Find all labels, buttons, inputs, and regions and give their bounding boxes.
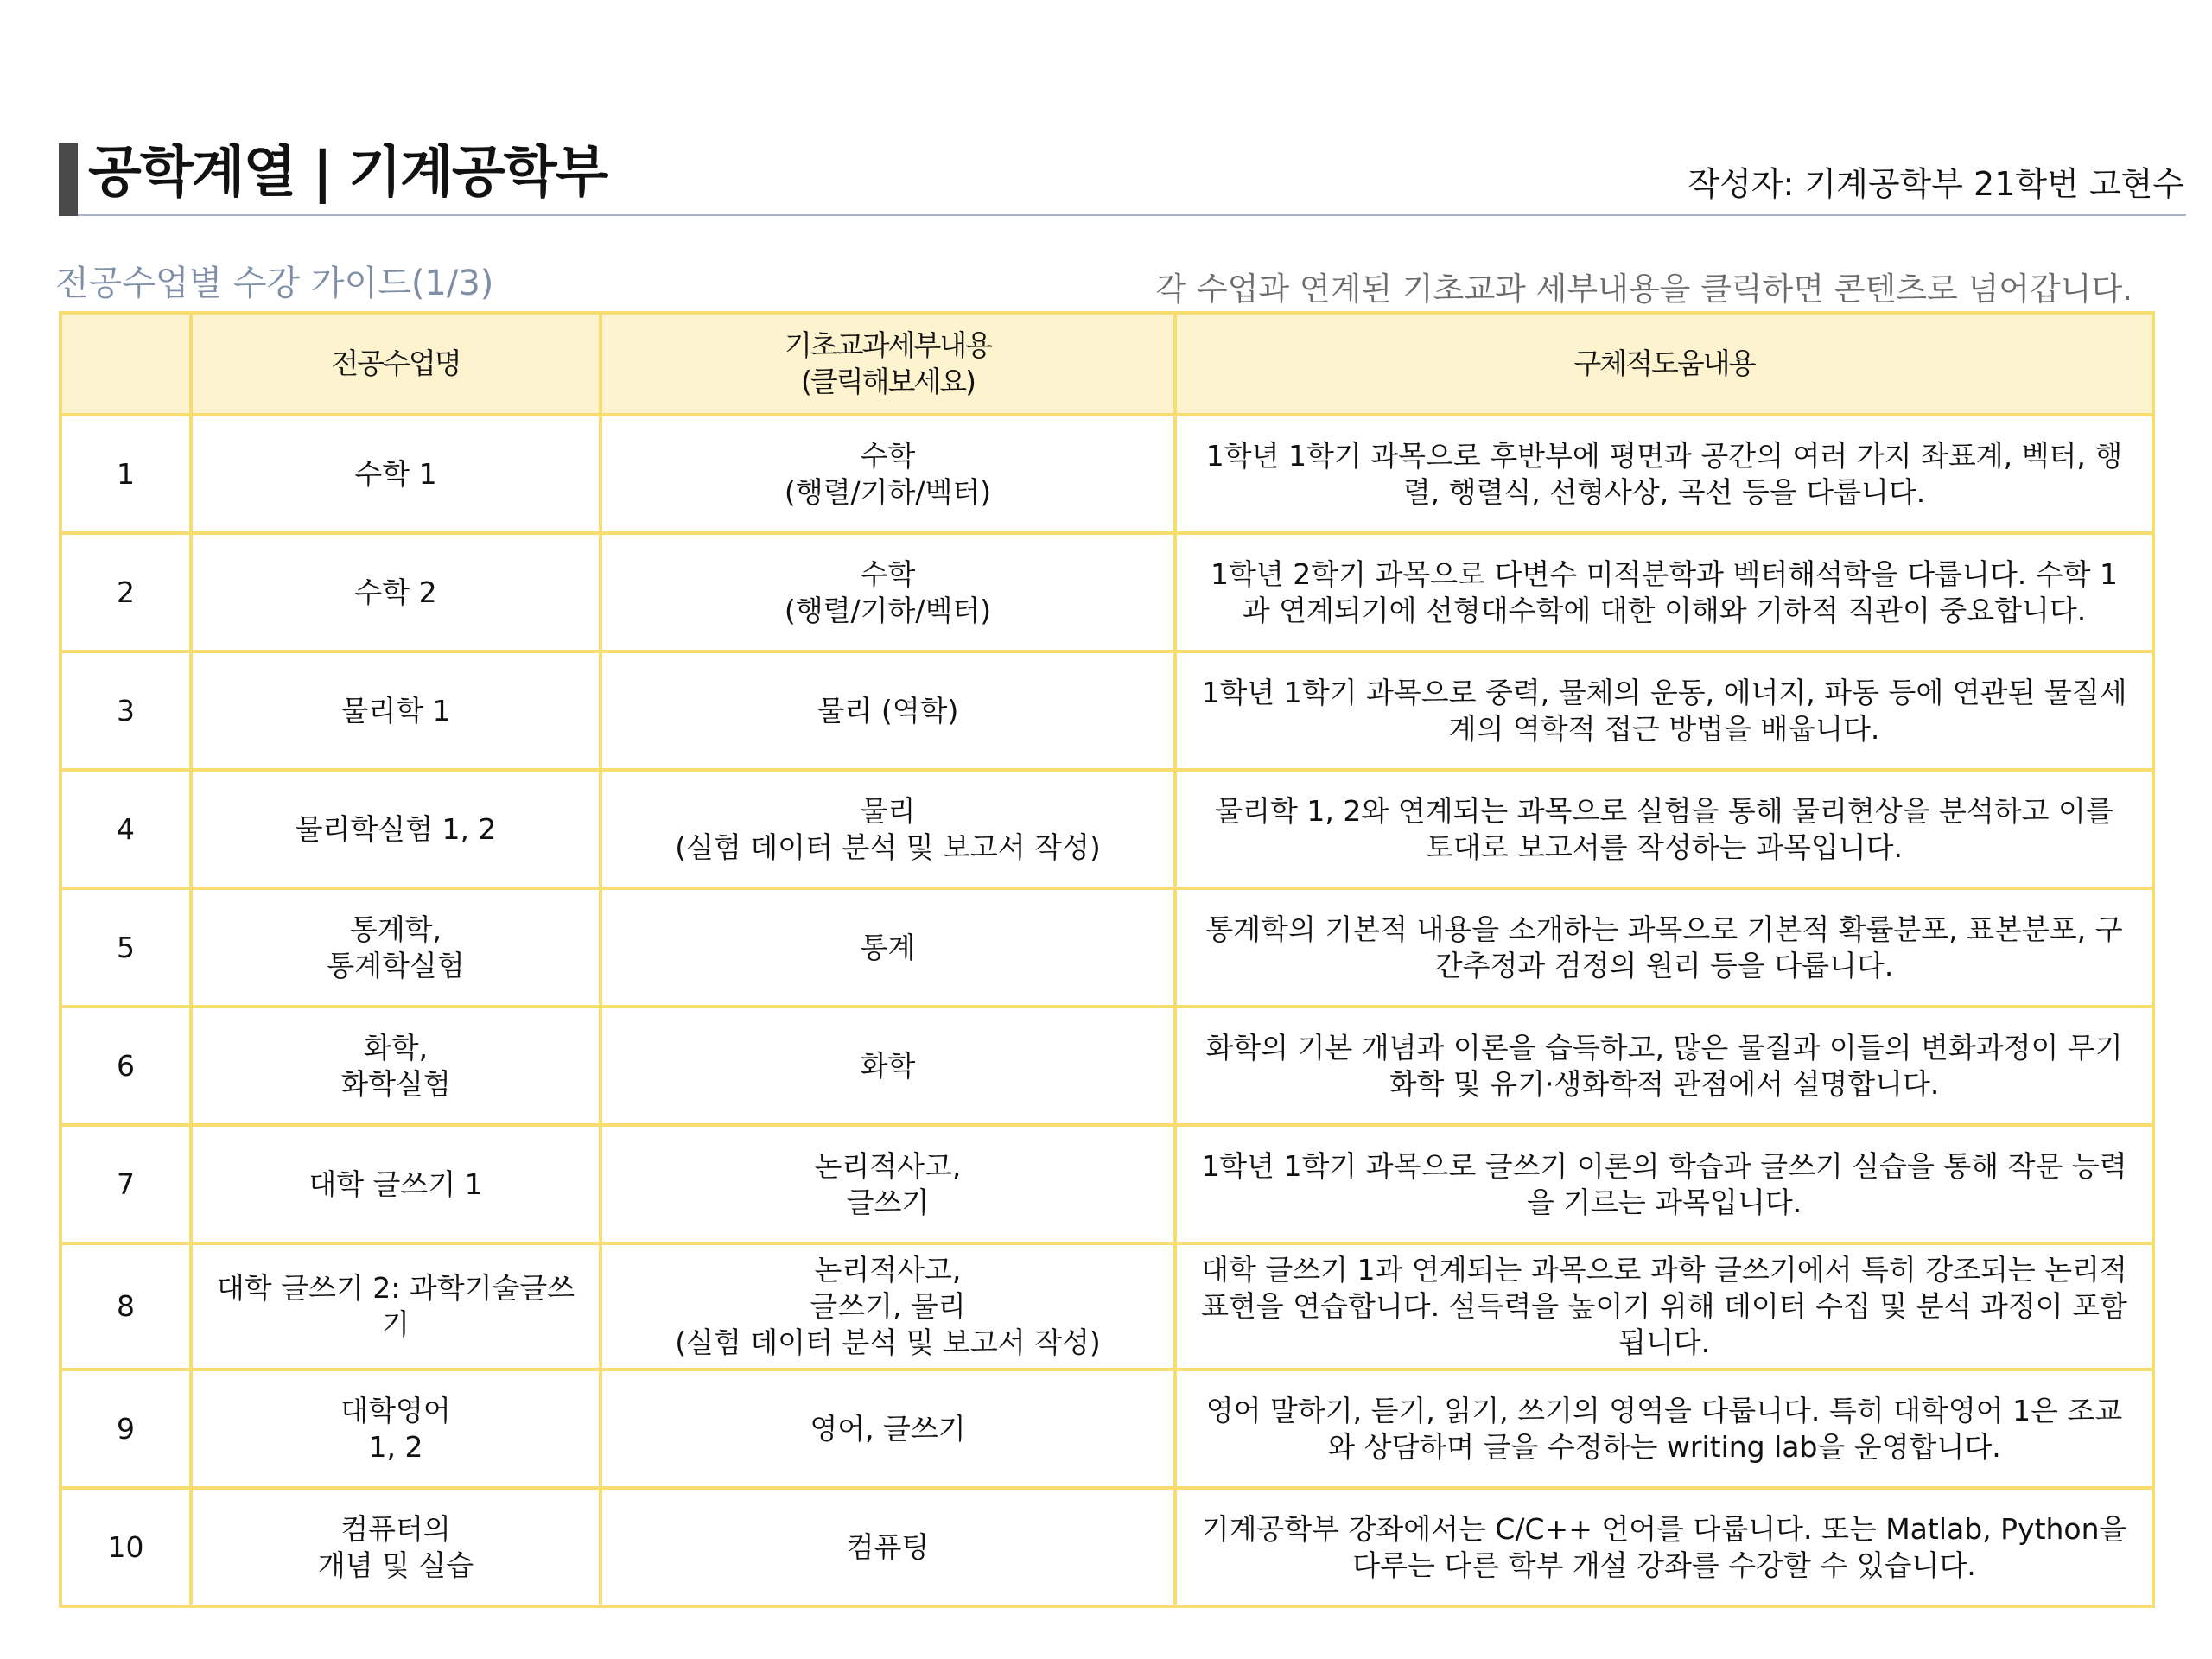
help-description: 1학년 1학기 과목으로 중력, 물체의 운동, 에너지, 파동 등에 연관된 물질세계의 역학적 접근 방법을 배웁니다. bbox=[1175, 652, 2153, 770]
table-row bbox=[60, 1370, 2153, 1488]
course-name: 통계학, 통계학실험 bbox=[191, 888, 601, 1007]
help-description: 물리학 1, 2와 연계되는 과목으로 실험을 통해 물리현상을 분석하고 이를 토대로 보고서를 작성하는 과목입니다. bbox=[1175, 770, 2153, 888]
basic-content-link[interactable]: 물리 (역학) bbox=[601, 652, 1175, 770]
course-name: 수학 1 bbox=[191, 415, 601, 533]
help-description: 기계공학부 강좌에서는 C/C++ 언어를 다룹니다. 또는 Matlab, Python을 다루는 다른 학부 개설 강좌를 수강할 수 있습니다. bbox=[1175, 1488, 2153, 1606]
help-description: 1학년 1학기 과목으로 후반부에 평면과 공간의 여러 가지 좌표계, 벡터, 행렬, 행렬식, 선형사상, 곡선 등을 다룹니다. bbox=[1175, 415, 2153, 533]
basic-content-link[interactable]: 수학 (행렬/기하/벡터) bbox=[601, 533, 1175, 652]
page-header bbox=[59, 138, 2184, 218]
help-description: 통계학의 기본적 내용을 소개하는 과목으로 기본적 확률분포, 표본분포, 구간추정과 검정의 원리 등을 다룹니다. bbox=[1175, 888, 2153, 1007]
course-name: 대학 글쓰기 2: 과학기술글쓰기 bbox=[191, 1243, 601, 1370]
header-help-content: 구체적도움내용 bbox=[1175, 313, 2153, 415]
help-description: 화학의 기본 개념과 이론을 습득하고, 많은 물질과 이들의 변화과정이 무기화학 및 유기·생화학적 관점에서 설명합니다. bbox=[1175, 1007, 2153, 1125]
course-guide-table bbox=[59, 311, 2155, 1608]
table-row bbox=[60, 415, 2153, 533]
row-number: 1 bbox=[60, 415, 191, 533]
course-name: 화학, 화학실험 bbox=[191, 1007, 601, 1125]
table-row bbox=[60, 1007, 2153, 1125]
author-label: 작성자: 기계공학부 21학번 고현수 bbox=[1688, 165, 2184, 203]
table-row bbox=[60, 888, 2153, 1007]
course-name: 컴퓨터의 개념 및 실습 bbox=[191, 1488, 601, 1606]
table-row bbox=[60, 1243, 2153, 1370]
basic-content-link[interactable]: 영어, 글쓰기 bbox=[601, 1370, 1175, 1488]
header-course-name: 전공수업명 bbox=[191, 313, 601, 415]
basic-content-link[interactable]: 논리적사고, 글쓰기 bbox=[601, 1125, 1175, 1243]
table-row bbox=[60, 1488, 2153, 1606]
basic-content-link[interactable]: 논리적사고, 글쓰기, 물리 (실험 데이터 분석 및 보고서 작성) bbox=[601, 1243, 1175, 1370]
row-number: 5 bbox=[60, 888, 191, 1007]
basic-content-link[interactable]: 컴퓨팅 bbox=[601, 1488, 1175, 1606]
table-row bbox=[60, 1125, 2153, 1243]
course-name: 물리학 1 bbox=[191, 652, 601, 770]
course-name: 물리학실험 1, 2 bbox=[191, 770, 601, 888]
header-number bbox=[60, 313, 191, 415]
row-number: 3 bbox=[60, 652, 191, 770]
table-row bbox=[60, 533, 2153, 652]
basic-content-link[interactable]: 화학 bbox=[601, 1007, 1175, 1125]
table-row bbox=[60, 770, 2153, 888]
row-number: 6 bbox=[60, 1007, 191, 1125]
row-number: 10 bbox=[60, 1488, 191, 1606]
row-number: 4 bbox=[60, 770, 191, 888]
title-accent-bar bbox=[59, 143, 78, 216]
course-name: 수학 2 bbox=[191, 533, 601, 652]
basic-content-link[interactable]: 물리 (실험 데이터 분석 및 보고서 작성) bbox=[601, 770, 1175, 888]
section-subtitle: 전공수업별 수강 가이드(1/3) bbox=[55, 264, 494, 303]
header-basic-content: 기초교과세부내용 (클릭해보세요) bbox=[601, 313, 1175, 415]
row-number: 8 bbox=[60, 1243, 191, 1370]
header-divider bbox=[78, 214, 2186, 216]
row-number: 2 bbox=[60, 533, 191, 652]
row-number: 7 bbox=[60, 1125, 191, 1243]
help-description: 1학년 2학기 과목으로 다변수 미적분학과 벡터해석학을 다룹니다. 수학 1과 연계되기에 선형대수학에 대한 이해와 기하적 직관이 중요합니다. bbox=[1175, 533, 2153, 652]
table-header-row bbox=[60, 313, 2153, 415]
help-description: 대학 글쓰기 1과 연계되는 과목으로 과학 글쓰기에서 특히 강조되는 논리적 표현을 연습합니다. 설득력을 높이기 위해 데이터 수집 및 분석 과정이 포함됩니다. bbox=[1175, 1243, 2153, 1370]
course-name: 대학영어 1, 2 bbox=[191, 1370, 601, 1488]
course-name: 대학 글쓰기 1 bbox=[191, 1125, 601, 1243]
page-title: 공학계열 | 기계공학부 bbox=[88, 141, 607, 205]
basic-content-link[interactable]: 통계 bbox=[601, 888, 1175, 1007]
table-row bbox=[60, 652, 2153, 770]
row-number: 9 bbox=[60, 1370, 191, 1488]
click-note: 각 수업과 연계된 기초교과 세부내용을 클릭하면 콘텐츠로 넘어갑니다. bbox=[1155, 270, 2133, 308]
help-description: 1학년 1학기 과목으로 글쓰기 이론의 학습과 글쓰기 실습을 통해 작문 능력을 기르는 과목입니다. bbox=[1175, 1125, 2153, 1243]
basic-content-link[interactable]: 수학 (행렬/기하/벡터) bbox=[601, 415, 1175, 533]
help-description: 영어 말하기, 듣기, 읽기, 쓰기의 영역을 다룹니다. 특히 대학영어 1은 조교와 상담하며 글을 수정하는 writing lab을 운영합니다. bbox=[1175, 1370, 2153, 1488]
